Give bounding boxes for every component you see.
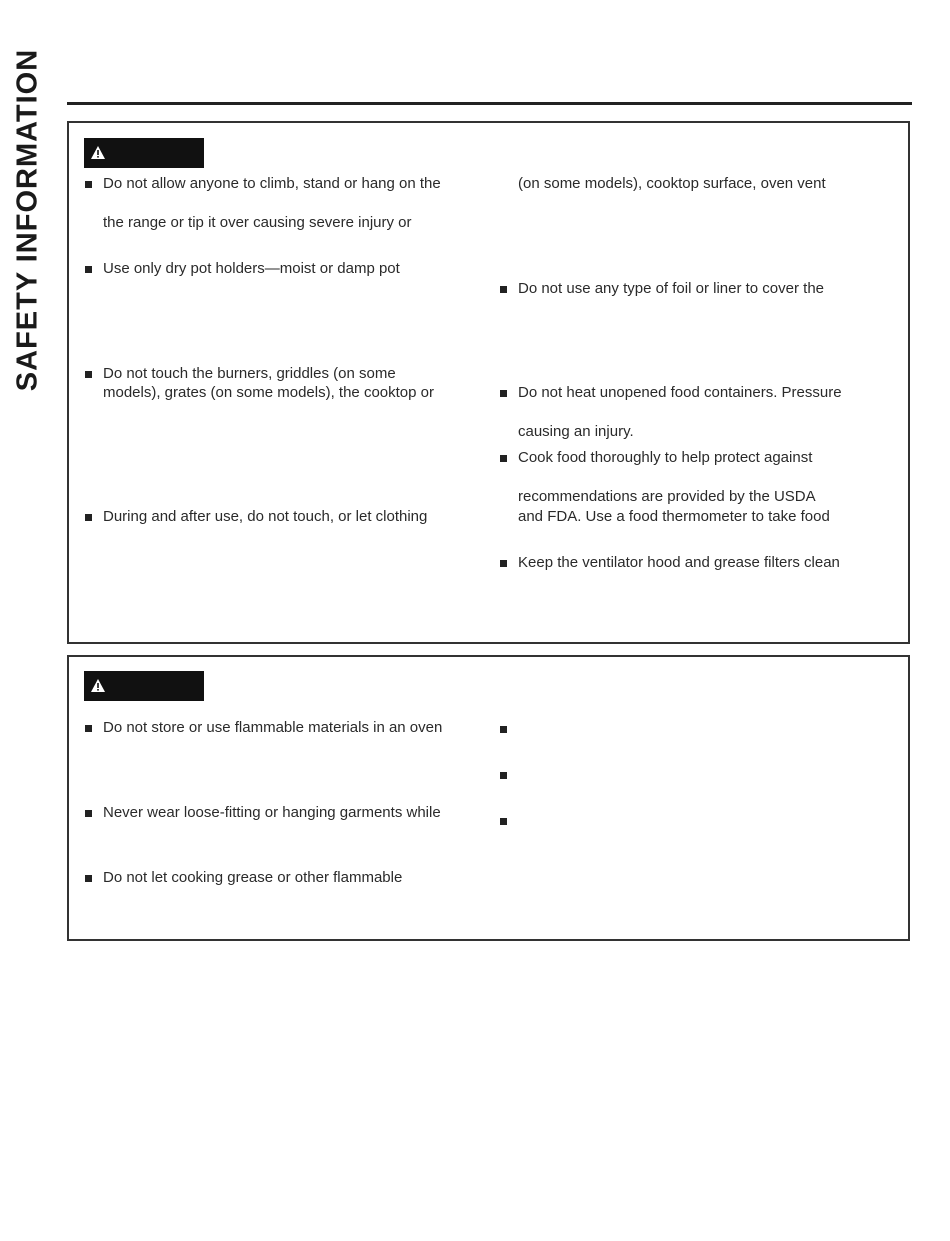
bullet-icon xyxy=(500,560,507,567)
bullet-icon xyxy=(500,772,507,779)
warning-triangle-icon xyxy=(91,679,105,692)
bullet-icon xyxy=(500,286,507,293)
b1-left-item-3-line-2: models), grates (on some models), the cooktop or xyxy=(103,384,434,401)
bullet-icon xyxy=(85,514,92,521)
side-title-text: SAFETY INFORMATION xyxy=(11,48,44,392)
warning-label xyxy=(84,671,204,701)
bullet-icon xyxy=(85,181,92,188)
warning-triangle-icon xyxy=(91,146,105,159)
bullet-icon xyxy=(500,455,507,462)
b1-right-item-4-line-3: and FDA. Use a food thermometer to take food xyxy=(518,508,830,525)
bullet-icon xyxy=(500,390,507,397)
bullet-icon xyxy=(500,818,507,825)
bullet-icon xyxy=(85,371,92,378)
b1-right-item-3-line-2: causing an injury. xyxy=(518,423,634,440)
b1-right-item-4-line-2: recommendations are provided by the USDA xyxy=(518,488,816,505)
b1-left-item-1-line-1: Do not allow anyone to climb, stand or hang on the xyxy=(103,175,441,192)
warning-box-2 xyxy=(67,655,910,941)
b1-left-item-3-line-1: Do not touch the burners, griddles (on some xyxy=(103,365,396,382)
b2-left-item-1-line-1: Do not store or use flammable materials in an oven xyxy=(103,719,443,736)
b1-right-item-1-line-1: (on some models), cooktop surface, oven vent xyxy=(518,175,826,192)
b1-left-item-2-line-1: Use only dry pot holders—moist or damp pot xyxy=(103,260,400,277)
warning-label xyxy=(84,138,204,168)
b1-left-item-4-line-1: During and after use, do not touch, or let clothing xyxy=(103,508,428,525)
b1-right-item-2-line-1: Do not use any type of foil or liner to cover the xyxy=(518,280,824,297)
b2-left-item-2-line-1: Never wear loose-fitting or hanging garments while xyxy=(103,804,441,821)
side-title xyxy=(6,30,50,410)
b1-right-item-4-line-1: Cook food thoroughly to help protect against xyxy=(518,449,813,466)
b1-right-item-3-line-1: Do not heat unopened food containers. Pressure xyxy=(518,384,842,401)
b1-left-item-1-line-2: the range or tip it over causing severe injury or xyxy=(103,214,412,231)
bullet-icon xyxy=(85,875,92,882)
b2-left-item-3-line-1: Do not let cooking grease or other flammable xyxy=(103,869,403,886)
bullet-icon xyxy=(500,726,507,733)
bullet-icon xyxy=(85,725,92,732)
bullet-icon xyxy=(85,810,92,817)
bullet-icon xyxy=(85,266,92,273)
b1-right-item-5-line-1: Keep the ventilator hood and grease filters clean xyxy=(518,554,840,571)
top-rule xyxy=(67,102,912,105)
